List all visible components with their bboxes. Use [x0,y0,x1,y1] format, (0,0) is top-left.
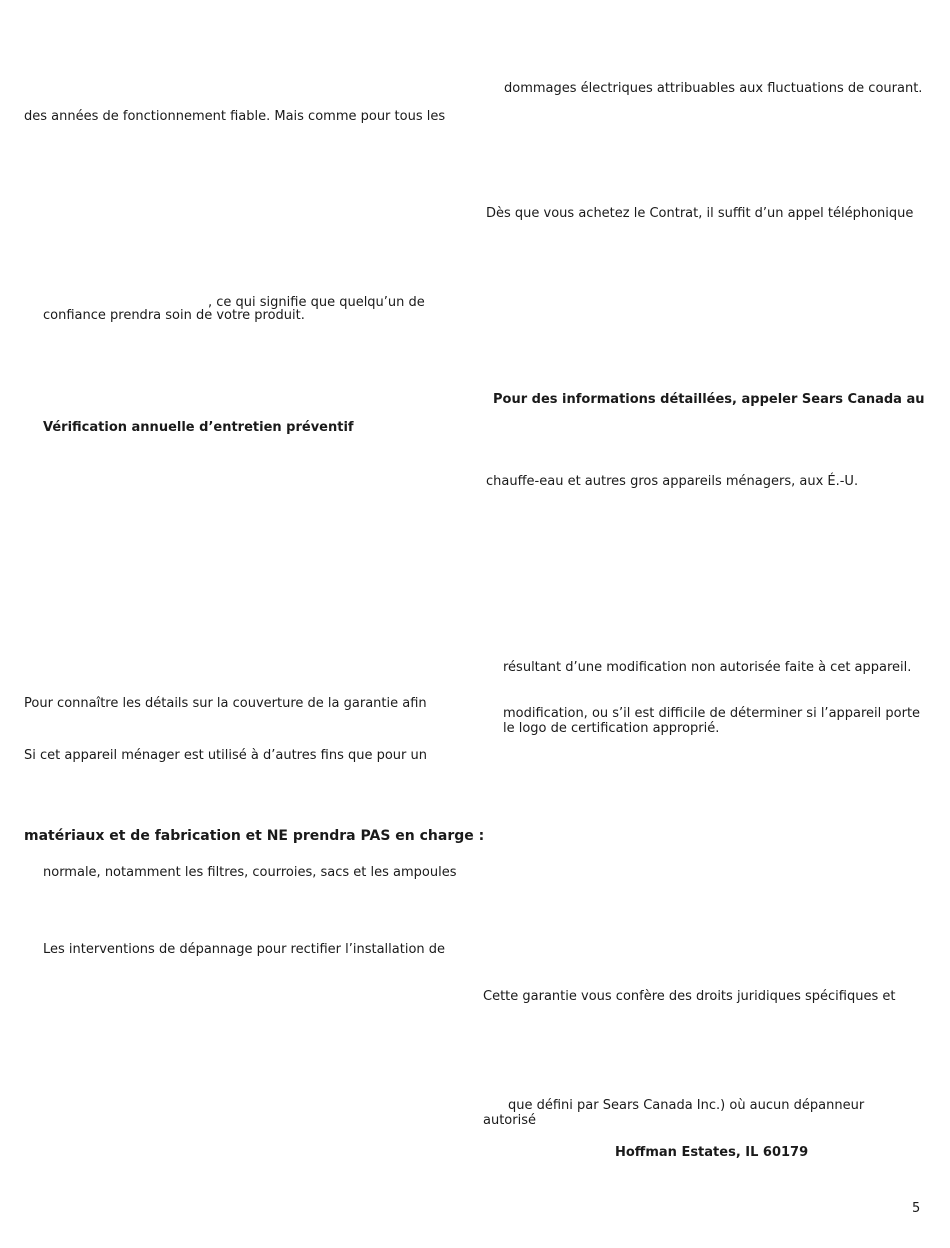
right-text-line-6: modification, ou s’il est difficile de déterminer si l’appareil porte [503,706,921,721]
right-text-line-7: le logo de certification approprié. [503,721,720,736]
right-text-line-5: résultant d’une modification non autorisée faite à cet appareil. [503,660,912,675]
left-heading-exclusions: matériaux et de fabrication et NE prendra PAS en charge : [24,828,485,844]
left-text-line-1: des années de fonctionnement fiable. Mais comme pour tous les [24,109,446,124]
right-text-line-9: que défini par Sears Canada Inc.) où aucun dépanneur [508,1098,865,1113]
left-text-line-5: Pour connaître les détails sur la couverture de la garantie afin [24,696,427,711]
right-text-line-2: Dès que vous achetez le Contrat, il suffit d’un appel téléphonique [486,206,914,221]
right-text-line-4: chauffe-eau et autres gros appareils ménagers, aux É.-U. [486,474,859,489]
left-text-line-6: Si cet appareil ménager est utilisé à d’autres fins que pour un [24,748,427,763]
right-text-line-10: autorisé [483,1113,536,1128]
left-text-line-8: normale, notamment les filtres, courroies, sacs et les ampoules [43,865,457,880]
right-heading-info: Pour des informations détaillées, appeler Sears Canada au [493,392,925,407]
left-text-line-9: Les interventions de dépannage pour rectifier l’installation de [43,942,446,957]
left-text-line-2: , ce qui signifie que quelqu’un de [208,295,425,310]
left-heading-maintenance: Vérification annuelle d’entretien préventif [43,420,354,435]
right-text-line-8: Cette garantie vous confère des droits juridiques spécifiques et [483,989,896,1004]
right-text-line-1: dommages électriques attribuables aux fluctuations de courant. [504,81,923,96]
right-address-line: Hoffman Estates, IL 60179 [615,1145,809,1160]
left-text-line-3: confiance prendra soin de votre produit. [43,308,305,323]
page-number: 5 [912,1201,921,1216]
